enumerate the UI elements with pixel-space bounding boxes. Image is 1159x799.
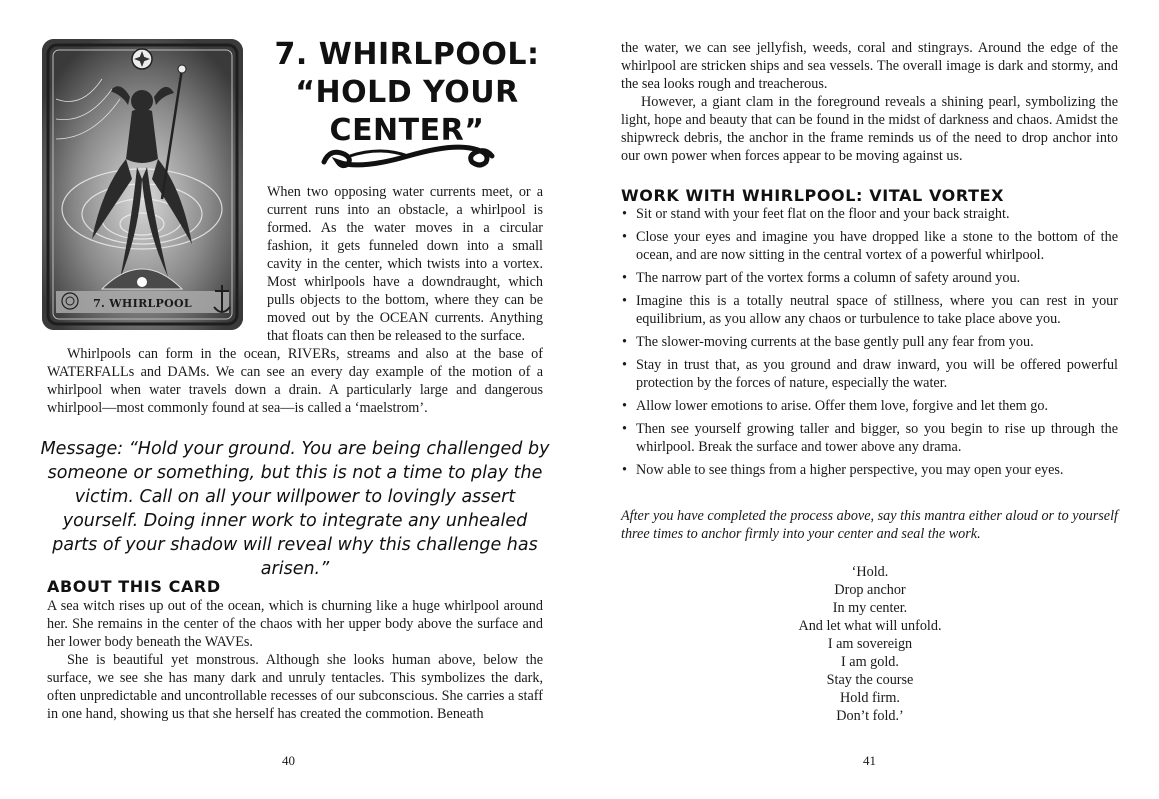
card-label: 7. WHIRLPOOL	[93, 297, 192, 310]
exercise-list	[621, 205, 1118, 484]
work-heading: WORK WITH WHIRLPOOL: VITAL VORTEX	[621, 186, 1005, 205]
about-heading: ABOUT THIS CARD	[47, 577, 221, 596]
ornament-flourish-icon	[320, 142, 496, 170]
list-item: • Close your eyes and imagine you have dropped like a stone to the bottom of the ocean, and are now sitting in the central vortex of a powerful whirlpool.	[621, 228, 1118, 264]
message-quote: Message: “Hold your ground. You are being challenged by someone or something, but this is not a time to play the victim. Call on all your willpower to lovingly assert yourself. Doing inner work to integrate any unhealed parts of your shadow will reveal why this challenge has arisen.”	[40, 439, 550, 579]
list-item: • The slower-moving currents at the base gently pull any fear from you.	[621, 333, 1118, 351]
about-section	[47, 597, 543, 723]
list-item: • Sit or stand with your feet flat on the floor and your back straight.	[621, 205, 1118, 223]
list-item: • Then see yourself growing taller and bigger, so you begin to rise up through the whirlpool. Break the surface and tower above any drama.	[621, 420, 1118, 456]
mantra-line: ‘Hold.	[851, 564, 889, 580]
mantra-line: Stay the course	[826, 672, 914, 688]
list-item: • Now able to see things from a higher perspective, you may open your eyes.	[621, 461, 1118, 479]
page-number-right: 41	[863, 753, 876, 768]
list-item: • Allow lower emotions to arise. Offer them love, forgive and let them go.	[621, 397, 1118, 415]
list-item: • Stay in trust that, as you ground and draw inward, you will be offered powerful protection by the forces of nature, especially the water.	[621, 356, 1118, 392]
mantra-line: Don’t fold.’	[836, 708, 904, 724]
continued-text	[621, 39, 1118, 165]
intro-paragraph: When two opposing water currents meet, or a current runs into an obstacle, a whirlpool is formed. As the water moves in a circular fashion, it gets funneled down into a small cavity in the center, which twists into a vortex. Most whirlpools have a downdraught, which pulls objects to the bottom, where they can be moved out by the OCEAN currents. Anything that floats can then be released to the surface.	[267, 184, 543, 344]
right-page	[580, 0, 1159, 799]
mantra-line: I am gold.	[841, 654, 899, 670]
list-item: • The narrow part of the vortex forms a column of safety around you.	[621, 269, 1118, 287]
about-paragraph-1: A sea witch rises up out of the ocean, which is churning like a huge whirlpool around her. She remains in the center of the chaos with her upper body above the surface and her lower body beneath the WAVEs.	[47, 598, 543, 650]
right-paragraph-2: However, a giant clam in the foreground reveals a shining pearl, symbolizing the light, hope and beauty that can be found in the midst of darkness and chaos. Amidst the shipwreck debris, the anchor in the frame reminds us of the need to drop anchor into our own power when forces appear to be moving against us.	[621, 94, 1118, 164]
mantra-line: In my center.	[832, 600, 908, 616]
instruction-italic: After you have completed the process above, say this mantra either aloud or to yourself three times to anchor firmly into your center and seal the work.	[621, 508, 1118, 542]
mantra-block	[760, 563, 980, 725]
mantra-line: I am sovereign	[827, 636, 913, 652]
mantra-line: And let what will unfold.	[798, 618, 942, 634]
list-item: • Imagine this is a totally neutral space of stillness, where you can rest in your equilibrium, as you allow any chaos or turbulence to take place above you.	[621, 292, 1118, 328]
right-paragraph-1: the water, we can see jellyfish, weeds, coral and stingrays. Around the edge of the whirlpool are stricken ships and sea vessels. The overall image is dark and stormy, and the sea looks rough and treacherous.	[621, 40, 1118, 92]
sea-witch-card-illustration	[42, 39, 243, 330]
card-image	[42, 39, 243, 330]
mantra-line: Hold firm.	[840, 690, 900, 706]
page-number-left: 40	[282, 753, 295, 768]
paragraph-2: Whirlpools can form in the ocean, RIVERs, streams and also at the base of WATERFALLs and DAMs. We can see an every day example of the motion of a whirlpool when water travels down a drain. A particularly large and dangerous whirlpool—most commonly found at sea—is called a ‘maelstrom’.	[47, 346, 543, 416]
page-title: 7. WHIRLPOOL: “HOLD YOUR CENTER”	[274, 37, 540, 148]
mantra-line: Drop anchor	[834, 582, 906, 598]
about-paragraph-2: She is beautiful yet monstrous. Although she looks human above, below the surface, we see she has many dark and unruly tentacles. This symbolizes the dark, often unpredictable and uncontrollable recesses of our subconscious. She carries a staff in one hand, showing us that she herself has created the commotion. Beneath	[47, 652, 543, 722]
